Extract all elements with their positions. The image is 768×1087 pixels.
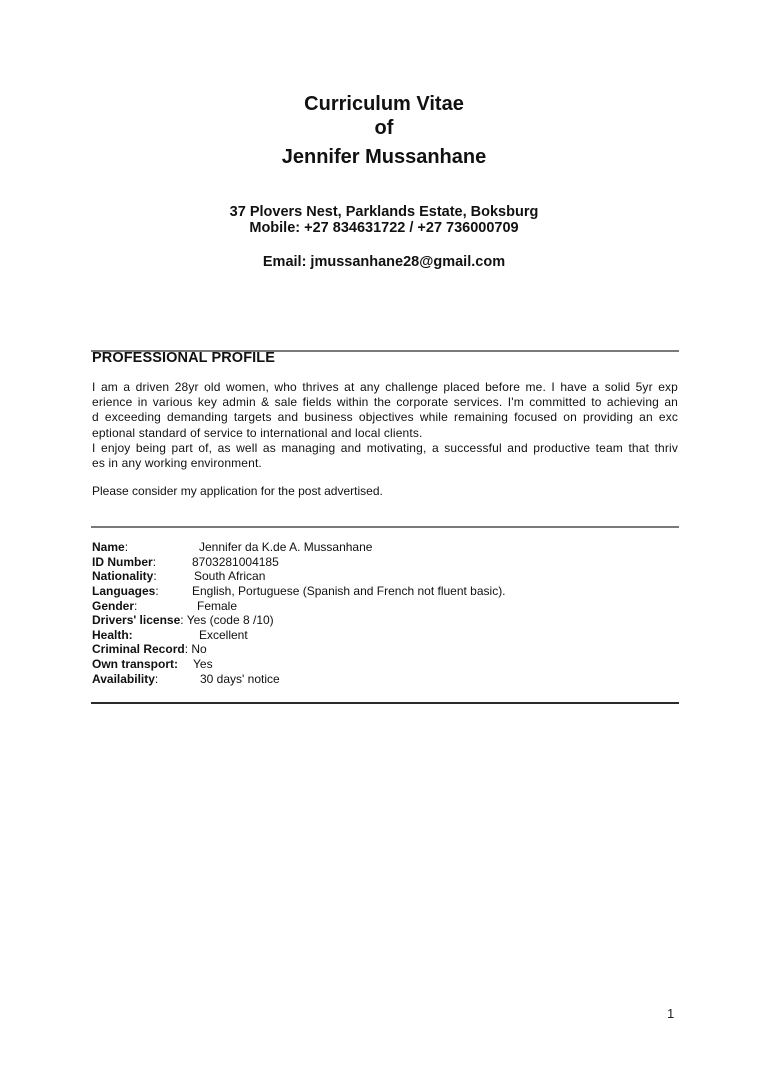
detail-label: Own transport: (92, 657, 178, 671)
detail-row-health (92, 628, 248, 643)
detail-label: ID Number (92, 555, 153, 569)
detail-label: Nationality (92, 569, 154, 583)
profile-line: es in any working environment. (92, 456, 262, 470)
detail-colon: : (180, 613, 184, 627)
detail-value: South African (194, 569, 266, 583)
detail-label: Gender (92, 599, 135, 613)
detail-row-gender (92, 599, 238, 614)
detail-colon: : (184, 642, 189, 656)
profile-line: eptional standard of service to international and local clients. (92, 426, 423, 440)
detail-value: Female (197, 599, 238, 613)
detail-row-nationality (92, 569, 266, 584)
profile-line: erience in various key admin & sale fields within the corporate services. I'm committed to achieving an (92, 395, 678, 409)
detail-value: Excellent (199, 628, 248, 642)
detail-colon: : (153, 569, 157, 583)
detail-row-name (92, 540, 373, 555)
detail-value: 30 days' notice (200, 672, 280, 686)
detail-colon: : (124, 540, 129, 554)
contact-address: 37 Plovers Nest, Parklands Estate, Boksburg (229, 204, 539, 220)
cv-candidate-name: Jennifer Mussanhane (281, 146, 487, 168)
detail-row-drivers-license (92, 613, 274, 628)
cv-title-of: of (374, 117, 394, 139)
page-number: 1 (667, 1006, 675, 1021)
detail-value: English, Portuguese (Spanish and French not fluent basic). (192, 584, 506, 598)
detail-value: Yes (193, 657, 213, 671)
detail-label: Name (92, 540, 125, 554)
profile-line: I enjoy being part of, as well as managing and motivating, a successful and productive team that thriv (92, 441, 678, 455)
detail-colon: : (154, 672, 159, 686)
detail-label: Availability (92, 672, 155, 686)
detail-row-availability (92, 672, 280, 687)
detail-value: 8703281004185 (192, 555, 279, 569)
detail-value: Yes (code 8 /10) (186, 613, 274, 627)
detail-row-languages (92, 584, 506, 599)
detail-colon: : (134, 599, 138, 613)
cv-title: Curriculum Vitae (304, 93, 464, 115)
profile-line: I am a driven 28yr old women, who thrives at any challenge placed before me. I have a solid 5yr exp (92, 380, 678, 394)
contact-mobile: Mobile: +27 834631722 / +27 736000709 (249, 220, 519, 236)
section-divider-bottom (91, 702, 679, 704)
professional-profile-heading: PROFESSIONAL PROFILE (92, 350, 276, 366)
detail-value: Jennifer da K.de A. Mussanhane (199, 540, 373, 554)
detail-label: Criminal Record (92, 642, 185, 656)
detail-label: Health: (92, 628, 133, 642)
section-divider-middle (91, 526, 679, 528)
application-closing-line: Please consider my application for the post advertised. (92, 484, 383, 498)
detail-row-id-number (92, 555, 279, 570)
detail-row-own-transport (92, 657, 213, 672)
detail-label: Drivers' license (92, 613, 181, 627)
detail-label: Languages (92, 584, 156, 598)
profile-line: d exceeding demanding targets and business objectives while remaining focused on providing an exc (92, 410, 678, 424)
detail-row-criminal-record (92, 642, 207, 657)
detail-value: No (191, 642, 207, 656)
contact-email: Email: jmussanhane28@gmail.com (262, 254, 506, 270)
detail-colon: : (155, 584, 159, 598)
detail-colon: : (152, 555, 157, 569)
